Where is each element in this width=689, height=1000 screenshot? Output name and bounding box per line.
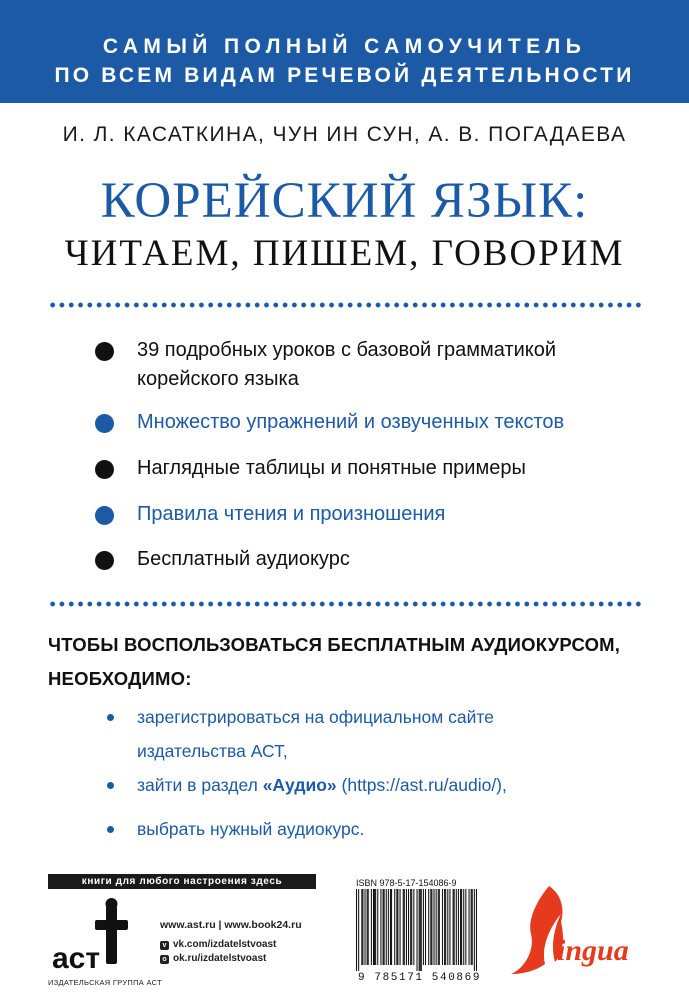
book-title: КОРЕЙСКИЙ ЯЗЫК: bbox=[100, 173, 589, 229]
barcode-bar bbox=[367, 889, 368, 965]
barcode-bar bbox=[371, 889, 372, 965]
barcode-bar bbox=[403, 889, 404, 965]
step-2-bold: «Аудио» bbox=[262, 775, 337, 795]
bullet-icon bbox=[95, 414, 114, 433]
barcode-bar bbox=[428, 889, 429, 965]
barcode-bar bbox=[377, 889, 378, 965]
feature-line: корейского языка bbox=[137, 368, 299, 390]
barcode-bar bbox=[391, 889, 392, 965]
barcode-bar bbox=[431, 889, 432, 965]
barcode-bar bbox=[474, 889, 475, 971]
bullet-icon bbox=[95, 342, 114, 361]
barcode-bar bbox=[463, 889, 464, 965]
dotted-divider-top bbox=[48, 302, 642, 308]
publisher-caption: ИЗДАТЕЛЬСКАЯ ГРУППА АСТ bbox=[48, 978, 162, 987]
barcode-bar bbox=[436, 889, 437, 965]
barcode-bar bbox=[447, 889, 448, 965]
audio-note-heading-line-1: ЧТОБЫ ВОСПОЛЬЗОВАТЬСЯ БЕСПЛАТНЫМ АУДИОКУРСОМ, bbox=[48, 634, 621, 655]
barcode-bar bbox=[411, 889, 412, 965]
barcode-bar bbox=[361, 889, 362, 965]
barcode-bar bbox=[375, 889, 376, 965]
barcode-bar bbox=[439, 889, 440, 965]
barcode-bar bbox=[454, 889, 455, 965]
barcode-bar bbox=[438, 889, 439, 965]
barcode-bar bbox=[465, 889, 466, 965]
barcode-bar bbox=[449, 889, 450, 965]
barcode-bar bbox=[458, 889, 459, 965]
barcode-bar bbox=[420, 889, 421, 971]
book-subtitle: ЧИТАЕМ, ПИШЕМ, ГОВОРИМ bbox=[64, 233, 625, 274]
barcode-bar bbox=[400, 889, 401, 965]
barcode-bar bbox=[442, 889, 443, 965]
barcode-bar bbox=[397, 889, 398, 965]
social-vk[interactable] bbox=[160, 939, 276, 950]
bullet-icon bbox=[95, 460, 114, 479]
barcode-bar bbox=[417, 889, 418, 971]
lingua-logo bbox=[505, 878, 645, 990]
top-banner bbox=[0, 0, 689, 103]
barcode-bar bbox=[384, 889, 385, 965]
barcode-bar bbox=[419, 889, 420, 971]
social-ok-text: ok.ru/izdatelstvoast bbox=[173, 953, 267, 964]
barcode-bar bbox=[476, 889, 477, 971]
barcode-bar bbox=[368, 889, 369, 965]
barcode-bar bbox=[364, 889, 365, 965]
barcode-bar bbox=[430, 889, 431, 965]
bullet-icon bbox=[95, 551, 114, 570]
barcode-bar bbox=[362, 889, 363, 965]
audio-note-heading-line-2: НЕОБХОДИМО: bbox=[48, 668, 192, 689]
barcode-bar bbox=[460, 889, 461, 965]
social-vk-text: vk.com/izdatelstvoast bbox=[173, 939, 277, 950]
feature-text bbox=[137, 408, 564, 437]
barcode-bar bbox=[413, 889, 414, 965]
feature-text bbox=[137, 336, 556, 394]
step-bullet-icon bbox=[107, 782, 114, 789]
step-2-text bbox=[137, 768, 507, 802]
feature-line: Наглядные таблицы и понятные примеры bbox=[137, 457, 526, 479]
banner-line-2: ПО ВСЕМ ВИДАМ РЕЧЕВОЙ ДЕЯТЕЛЬНОСТИ bbox=[54, 64, 635, 87]
audio-note-heading bbox=[48, 628, 620, 696]
bullet-icon bbox=[95, 506, 114, 525]
barcode-bar bbox=[445, 889, 446, 965]
barcode-bar bbox=[471, 889, 472, 965]
dotted-divider-bottom bbox=[48, 601, 642, 607]
feature-line: Правила чтения и произношения bbox=[137, 503, 446, 525]
step-bullet-icon bbox=[107, 714, 114, 721]
vk-icon: v bbox=[160, 941, 169, 950]
lingua-wordmark: ingua bbox=[557, 934, 629, 967]
ast-logo-text: аст bbox=[52, 942, 101, 975]
barcode-bar bbox=[423, 889, 424, 965]
barcode-bar bbox=[386, 889, 387, 965]
barcode-bar bbox=[456, 889, 457, 965]
websites[interactable]: www.ast.ru | www.book24.ru bbox=[160, 919, 302, 931]
banner-line-1: САМЫЙ ПОЛНЫЙ САМОУЧИТЕЛЬ bbox=[102, 35, 587, 58]
step-2-suffix: (https://ast.ru/audio/), bbox=[336, 775, 507, 795]
barcode-bar bbox=[383, 889, 384, 965]
step-3-text: выбрать нужный аудиокурс. bbox=[137, 819, 365, 839]
barcode-bar bbox=[461, 889, 462, 965]
barcode-bar bbox=[356, 889, 357, 971]
barcode-bar bbox=[380, 889, 381, 965]
barcode-icon bbox=[356, 889, 477, 971]
authors: И. Л. КАСАТКИНА, ЧУН ИН СУН, А. В. ПОГАДАЕВА bbox=[62, 123, 627, 146]
ast-logo bbox=[48, 898, 148, 990]
publisher-slogan-strip: книги для любого настроения здесь bbox=[48, 874, 316, 889]
barcode-bar bbox=[388, 889, 389, 965]
barcode-bar bbox=[444, 889, 445, 965]
feature-line: Бесплатный аудиокурс bbox=[137, 548, 350, 570]
ok-icon: o bbox=[160, 955, 169, 964]
feature-text bbox=[137, 500, 445, 529]
barcode-bar bbox=[469, 889, 470, 965]
barcode-bar bbox=[373, 889, 374, 965]
feature-text bbox=[137, 545, 350, 574]
step-bullet-icon bbox=[107, 826, 114, 833]
barcode-bar bbox=[390, 889, 391, 965]
barcode-bar bbox=[404, 889, 405, 965]
barcode-bar bbox=[472, 889, 473, 965]
barcode-bar bbox=[410, 889, 411, 965]
barcode-bar bbox=[394, 889, 395, 965]
barcode-bar bbox=[374, 889, 375, 965]
barcode-bar bbox=[425, 889, 426, 965]
feature-text bbox=[137, 454, 526, 483]
barcode-bar bbox=[421, 889, 422, 971]
step-1-line-2: издательства АСТ, bbox=[137, 741, 288, 761]
social-ok[interactable] bbox=[160, 953, 266, 964]
barcode-bar bbox=[433, 889, 434, 965]
barcode-bar bbox=[408, 889, 409, 965]
step-2-prefix: зайти в раздел bbox=[137, 775, 263, 795]
barcode-bar bbox=[396, 889, 397, 965]
barcode-bar bbox=[406, 889, 407, 965]
feature-line: 39 подробных уроков с базовой грамматикой bbox=[137, 339, 557, 361]
barcode-number: 9 785171 540869 bbox=[358, 972, 482, 984]
step-1-line-1: зарегистрироваться на официальном сайте bbox=[137, 707, 494, 727]
barcode-bar bbox=[358, 889, 359, 971]
step-1-text bbox=[137, 700, 494, 768]
barcode-bar bbox=[453, 889, 454, 965]
feature-line: Множество упражнений и озвученных текстов bbox=[137, 411, 565, 433]
isbn: ISBN 978-5-17-154086-9 bbox=[356, 878, 457, 888]
